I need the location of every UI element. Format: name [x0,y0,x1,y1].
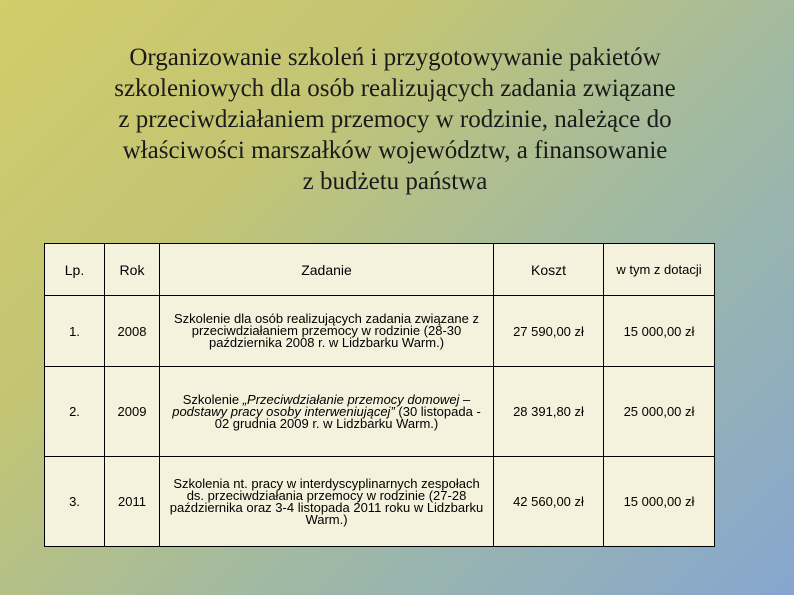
table-row [45,367,715,457]
table-row [45,296,715,367]
header-zadanie: Zadanie [160,244,494,296]
zadanie-italic: „Przeciwdziałanie przemocy domowej – podstawy pracy osoby interweniującej” [172,391,471,419]
header-dotacja: w tym z dotacji [604,244,715,296]
cell-lp: 3. [45,457,105,547]
title-line: Organizowanie szkoleń i przygotowywanie pakietów [129,44,661,71]
cell-lp: 2. [45,367,105,457]
cell-dotacja: 25 000,00 zł [604,367,715,457]
cell-rok: 2009 [105,367,160,457]
table-row [45,457,715,547]
title-line: właściwości marszałków województw, a finansowanie [122,137,668,164]
cell-rok: 2008 [105,296,160,367]
header-lp: Lp. [45,244,105,296]
zadanie-prefix: Szkolenie [182,391,243,407]
slide-title [40,42,750,197]
cell-zadanie: Szkolenia nt. pracy w interdyscyplinarnych zespołach ds. przeciwdziałania przemocy w rodzinie (27-28 października oraz 3-4 listopada 2011 roku w Lidzbarku Warm.) [160,457,494,547]
header-koszt: Koszt [494,244,604,296]
cell-koszt: 27 590,00 zł [494,296,604,367]
title-line: z przeciwdziałaniem przemocy w rodzinie, należące do [118,106,672,133]
cell-dotacja: 15 000,00 zł [604,296,715,367]
cell-zadanie [160,367,494,457]
cell-rok: 2011 [105,457,160,547]
cell-lp: 1. [45,296,105,367]
title-line: z budżetu państwa [302,168,488,195]
cell-dotacja: 15 000,00 zł [604,457,715,547]
cell-zadanie: Szkolenie dla osób realizujących zadania związane z przeciwdziałaniem przemocy w rodzinie (28-30 października 2008 r. w Lidzbarku Warm.) [160,296,494,367]
cell-koszt: 28 391,80 zł [494,367,604,457]
cell-koszt: 42 560,00 zł [494,457,604,547]
title-line: szkoleniowych dla osób realizujących zadania związane [114,75,676,102]
table-header-row [45,244,715,296]
zadanie-suffix: (30 listopada - 02 grudnia 2009 r. w Lidzbarku Warm.) [214,403,481,431]
header-rok: Rok [105,244,160,296]
training-table [44,243,715,547]
